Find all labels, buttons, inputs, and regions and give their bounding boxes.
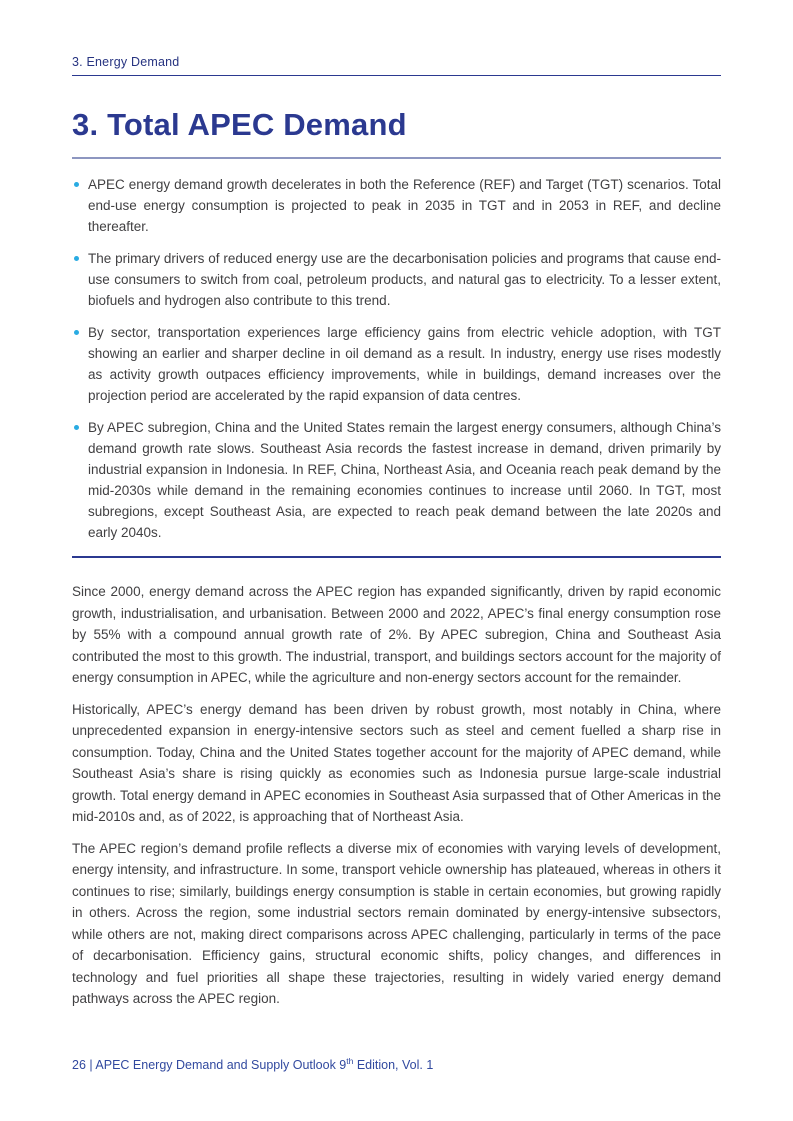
body-paragraph: Since 2000, energy demand across the APEC region has expanded significantly, driven by rapid economic growth, industrialisation, and urbanisation. Between 2000 and 2022, APEC’s final energy consumption rose by 55% with a compound annual growth rate of 2%. By APEC subregion, China and Southeast Asia contributed the most to this growth. The industrial, transport, and buildings sectors account for the majority of energy consumption in APEC, while the agriculture and non-energy sectors account for the remainder.	[72, 584, 721, 685]
bullet-icon	[74, 330, 79, 335]
running-header	[72, 54, 721, 70]
summary-bullet-text: The primary drivers of reduced energy use are the decarbonisation policies and programs that cause end-use consumers to switch from coal, petroleum products, and natural gas to electricity. To a lesser extent, biofuels and hydrogen also contribute to this trend.	[88, 251, 721, 308]
running-header-text: 3. Energy Demand	[72, 55, 180, 69]
footer-superscript: th	[346, 1055, 354, 1066]
summary-bullet-item	[72, 322, 721, 406]
summary-bullet-text: By APEC subregion, China and the United States remain the largest energy consumers, although China’s demand growth rate slows. Southeast Asia records the fastest increase in demand, driven primarily by industrial expansion in Indonesia. In REF, China, Northeast Asia, and Oceania reach peak demand by the mid-2030s while demand in the remaining economies continues to increase until 2060. In TGT, most subregions, except Southeast Asia, are expected to reach peak demand between the late 2020s and early 2040s.	[88, 420, 721, 540]
page-title: 3. Total APEC Demand	[72, 107, 407, 142]
header-rule	[72, 75, 721, 76]
page-number: 26	[72, 1058, 86, 1072]
page-footer	[72, 1057, 721, 1073]
footer-title: APEC Energy Demand and Supply Outlook 9	[95, 1058, 347, 1072]
bullet-icon	[74, 182, 79, 187]
body-paragraph: Historically, APEC’s energy demand has been driven by robust growth, most notably in China, where unprecedented expansion in energy-intensive sectors such as steel and cement fuelled a sharp rise in consumption. Today, China and the United States together account for the majority of APEC demand, while Southeast Asia’s share is rising quickly as economies such as Indonesia pursue large-scale industrial growth. Total energy demand in APEC economies in Southeast Asia surpassed that of Other Americas in the mid-2010s and, as of 2022, is approaching that of Northeast Asia.	[72, 701, 721, 824]
footer-separator: |	[85, 1058, 96, 1072]
bullet-icon	[74, 256, 79, 261]
summary-bullet-text: APEC energy demand growth decelerates in both the Reference (REF) and Target (TGT) scenarios. Total end-use energy consumption is projected to peak in 2035 in TGT and in 2053 in REF, and decline thereafter.	[88, 177, 721, 234]
summary-bullet-item	[72, 174, 721, 237]
summary-bullet-item	[72, 417, 721, 543]
summary-bullet-text: By sector, transportation experiences large efficiency gains from electric vehicle adoption, with TGT showing an earlier and sharper decline in oil demand as a result. In industry, energy use rises modestly as activity growth outpaces efficiency improvements, while in buildings, demand increases over the projection period are accelerated by the rapid expansion of data centres.	[88, 325, 721, 403]
body-text	[72, 581, 721, 1010]
key-findings-summary-box	[72, 157, 721, 558]
body-paragraph: The APEC region’s demand profile reflects a diverse mix of economies with varying levels of development, energy intensity, and infrastructure. In some, transport vehicle ownership has plateaued, whereas in others it continues to rise; similarly, buildings energy consumption is stable in certain economies, but growing rapidly in others. Across the region, some industrial sectors remain dominated by energy-intensive subsectors, while others are not, making direct comparisons across APEC challenging, particularly in terms of the pace of decarbonisation. Efficiency gains, structural economic shifts, policy changes, and differences in technology and fuel priorities all shape these trajectories, resulting in widely varied energy demand pathways across the APEC region.	[72, 840, 721, 1006]
summary-bullet-item	[72, 248, 721, 311]
footer-title-end: Edition, Vol. 1	[353, 1058, 434, 1072]
bullet-icon	[74, 425, 79, 430]
